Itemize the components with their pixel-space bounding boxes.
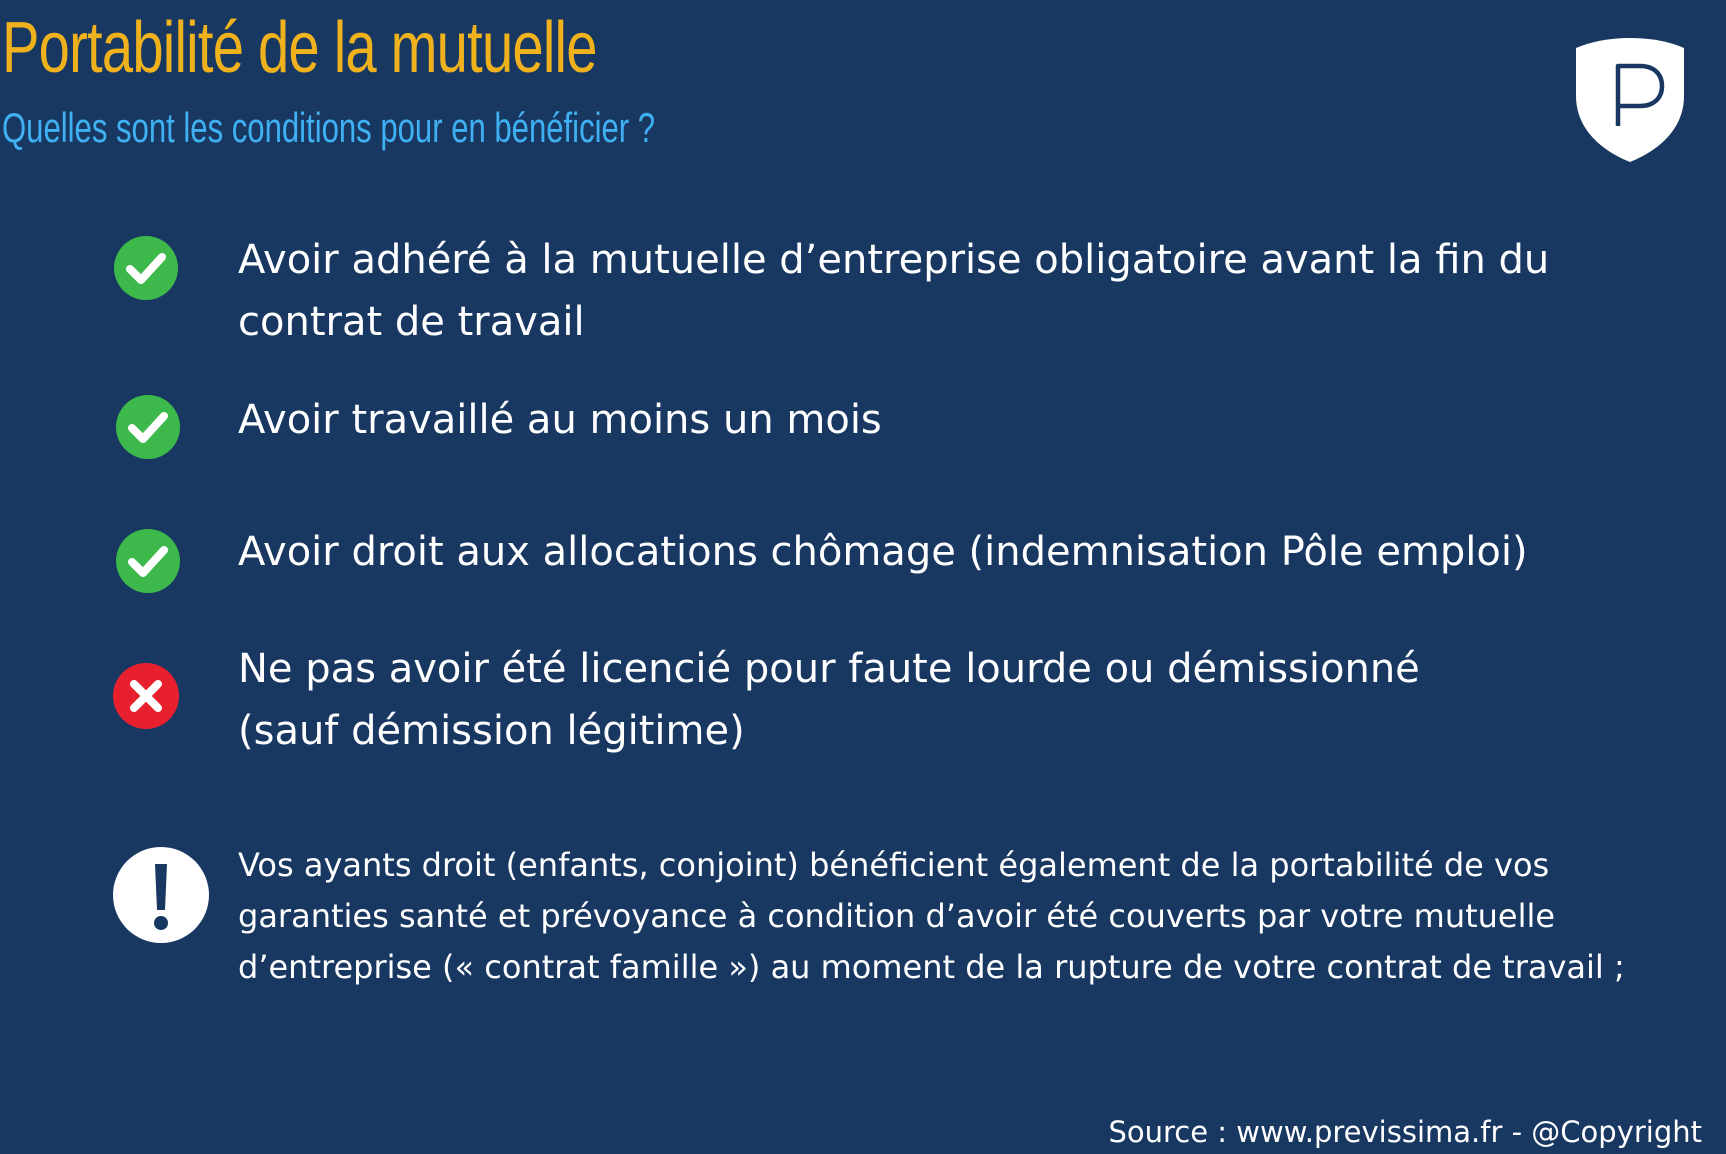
page-subtitle: Quelles sont les conditions pour en bénéficier ? <box>2 104 656 151</box>
check-circle-icon <box>115 394 181 460</box>
check-circle-icon <box>113 235 179 301</box>
check-circle-icon <box>115 528 181 594</box>
note-text: Vos ayants droit (enfants, conjoint) bénéficient également de la portabilité de vos garanties santé et prévoyance à condition d’avoir été couverts par votre mutuelle d’entreprise (« contrat famille ») au moment de la rupture de votre contrat de travail ; <box>238 846 1625 986</box>
page-title: Portabilité de la mutuelle <box>2 8 597 88</box>
condition-text-2: Avoir travaillé au moins un mois <box>238 397 882 443</box>
exclamation-circle-icon <box>112 846 210 944</box>
cross-circle-icon <box>113 663 179 729</box>
source-footer: Source : www.previssima.fr - @Copyright <box>1108 1115 1702 1149</box>
condition-text-4: Ne pas avoir été licencié pour faute lourde ou démissionné (sauf démission légitime) <box>238 646 1420 754</box>
condition-text-3: Avoir droit aux allocations chômage (indemnisation Pôle emploi) <box>238 529 1528 575</box>
condition-text-1: Avoir adhéré à la mutuelle d’entreprise obligatoire avant la fin du contrat de travail <box>238 237 1550 345</box>
shield-p-logo-icon <box>1574 36 1686 164</box>
